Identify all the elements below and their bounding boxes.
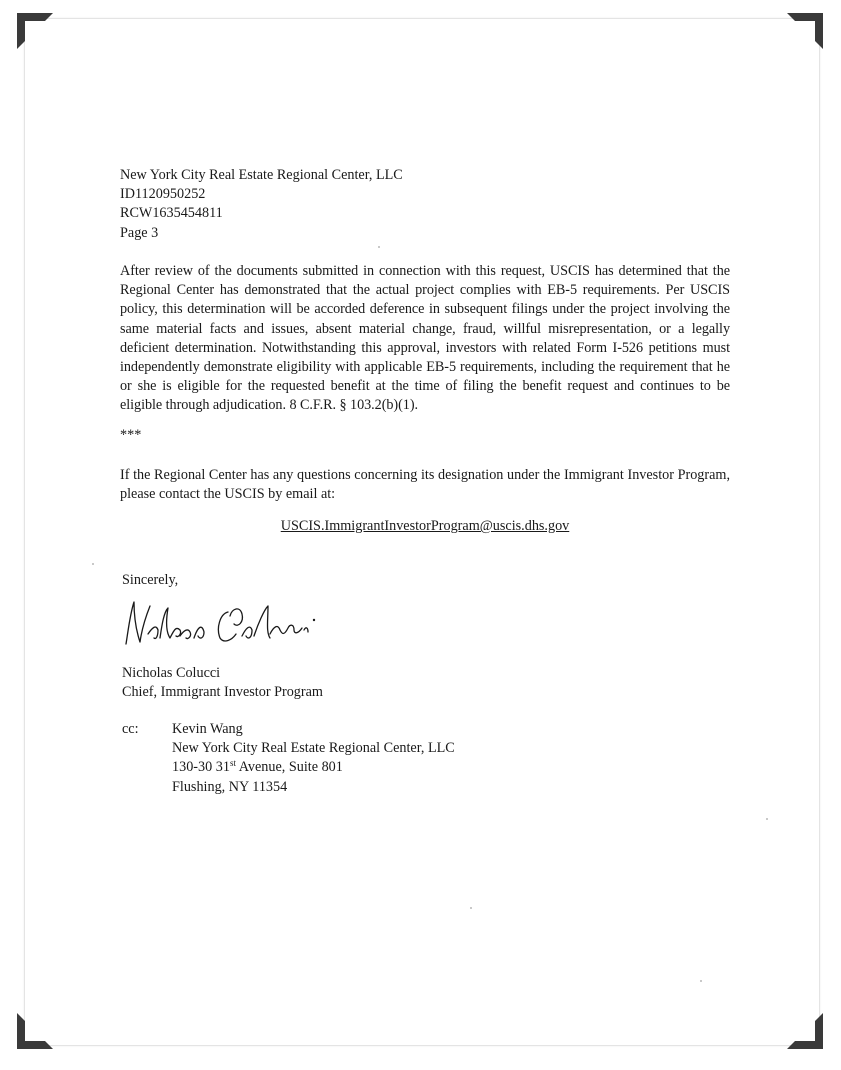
cc-city: Flushing, NY 11354 (172, 778, 288, 795)
photo-corner-bottom-left (17, 1013, 53, 1049)
scan-speck (470, 907, 472, 909)
cc-address-number: 130-30 31 (172, 759, 230, 776)
signer-block (122, 664, 732, 702)
cc-address-ordinal: st (229, 758, 236, 769)
cc-address (172, 758, 455, 777)
email-link[interactable]: USCIS.ImmigrantInvestorProgram@uscis.dhs.gov (280, 518, 570, 534)
cc-recipient-block (172, 720, 455, 797)
closing-salutation: Sincerely, (122, 572, 179, 588)
scan-speck (700, 980, 702, 982)
cc-label: cc: (122, 721, 139, 737)
cc-address-rest: Avenue, Suite 801 (235, 759, 343, 776)
body-paragraph-contact: If the Regional Center has any questions concerning its designation under the Immigrant Investor Program, please contact the USCIS by email at: (120, 467, 730, 503)
cc-name: Kevin Wang (172, 721, 243, 737)
scan-speck (378, 246, 380, 248)
scan-speck (766, 818, 768, 820)
header-company: New York City Real Estate Regional Center, LLC (120, 167, 403, 183)
signer-name: Nicholas Colucci (122, 665, 221, 681)
handwritten-signature (118, 594, 338, 652)
header-page-label: Page 3 (120, 224, 159, 241)
letter-header (120, 166, 730, 243)
signer-title: Chief, Immigrant Investor Program (122, 684, 323, 701)
photo-corner-top-left (17, 13, 53, 49)
header-receipt-number: RCW1635454811 (120, 205, 223, 222)
body-paragraph-determination: After review of the documents submitted in connection with this request, USCIS has determined that the Regional Center has demonstrated that the actual project complies with EB-5 requirements. Per USCIS policy, this determination will be accorded deference in subsequent filings under the project involving the same material facts and issues, absent material change, fraud, willful misrepresentation, or a legally deficient determination. Notwithstanding this approval, investors with related Form I-526 petitions must independently demonstrate eligibility with applicable EB-5 requirements, including the requirement that he or she is eligible for the requested benefit at the time of filing the benefit request and continues to be eligible through adjudication. 8 C.F.R. § 103.2(b)(1). (120, 263, 730, 414)
header-id-number: ID1120950252 (120, 186, 206, 203)
photo-corner-top-right (787, 13, 823, 49)
scan-speck (92, 563, 94, 565)
section-separator: *** (120, 427, 142, 443)
cc-company: New York City Real Estate Regional Center, LLC (172, 740, 455, 757)
photo-corner-bottom-right (787, 1013, 823, 1049)
email-line (120, 517, 730, 536)
